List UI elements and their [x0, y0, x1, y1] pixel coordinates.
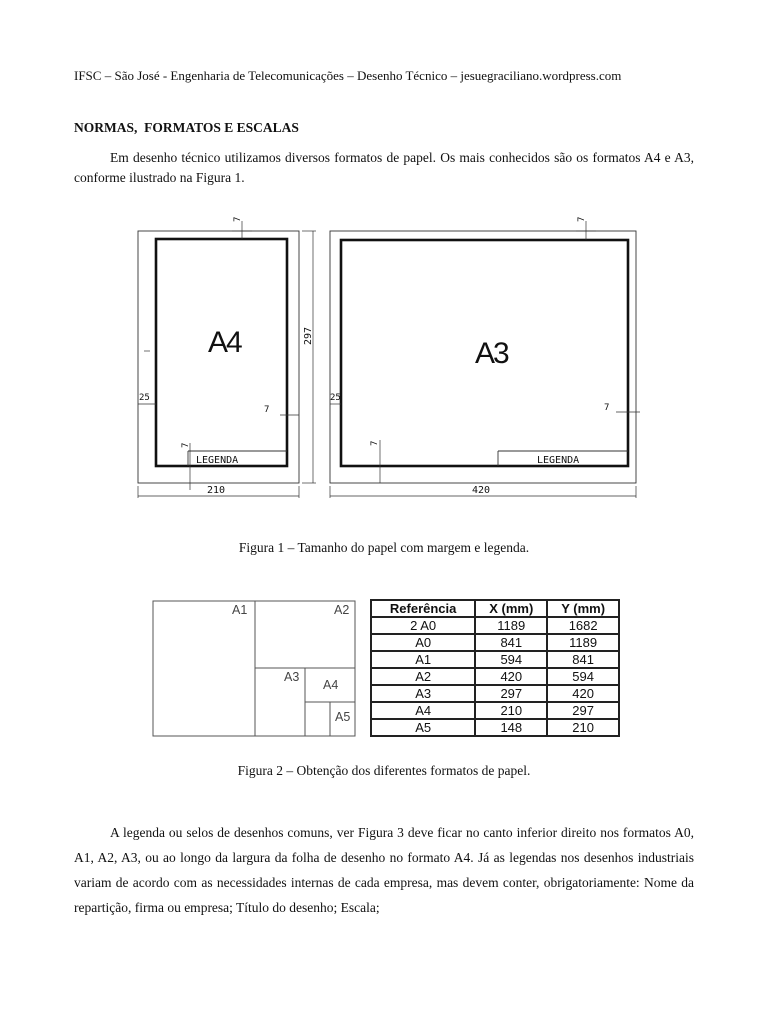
table-cell: 297 — [475, 685, 547, 702]
a3-label: A3 — [475, 337, 508, 370]
table-cell: 841 — [547, 651, 619, 668]
a4-legend-label: LEGENDA — [196, 455, 239, 466]
table-cell: 297 — [547, 702, 619, 719]
header-cell: X (mm) — [475, 600, 547, 617]
table-cell: 420 — [547, 685, 619, 702]
a4-right-margin-value: 7 — [264, 405, 270, 415]
table-cell: A2 — [371, 668, 475, 685]
page-header: IFSC – São José - Engenharia de Telecomunicações – Desenho Técnico – jesuegraciliano.wordpress.com — [74, 68, 622, 83]
table-cell: 594 — [547, 668, 619, 685]
table-row — [371, 685, 619, 702]
table-cell: 841 — [475, 634, 547, 651]
subdiv-a5-label: A5 — [335, 710, 351, 724]
subdiv-a4-label: A4 — [323, 678, 339, 692]
table-row — [371, 668, 619, 685]
table-cell: 210 — [547, 719, 619, 736]
a4-top-margin-value: 7 — [233, 216, 243, 222]
a3-margin-left-value: 25 — [330, 393, 341, 403]
table-cell: A3 — [371, 685, 475, 702]
table-cell: 1189 — [547, 634, 619, 651]
table-cell: 2 A0 — [371, 617, 475, 634]
table-header-row — [371, 600, 619, 617]
a3-right-margin-value: 7 — [604, 403, 610, 413]
section-title: NORMAS, FORMATOS E ESCALAS — [74, 120, 299, 135]
table-cell: 594 — [475, 651, 547, 668]
table-row — [371, 719, 619, 736]
a3-top-margin-value: 7 — [577, 216, 587, 222]
figure1-caption: Figura 1 – Tamanho do papel com margem e legenda. — [238, 540, 530, 555]
table-cell: A0 — [371, 634, 475, 651]
table-cell: 1682 — [547, 617, 619, 634]
table-row — [371, 617, 619, 634]
legend-paragraph: A legenda ou selos de desenhos comuns, ver Figura 3 deve ficar no canto inferior direito nos formatos A0, A1, A2, A3, ou ao longo da largura da folha de desenho no formato A4. Já as legendas nos desenhos industriais variam de acordo com as necessidades internas de cada empresa, mas devem conter, obrigatoriamente: Nome da repartição, firma ou empresa; Título do desenho; Escala; — [74, 825, 694, 915]
a4-height-value: 297 — [303, 326, 314, 345]
subdiv-a2-label: A2 — [334, 603, 350, 617]
table-row — [371, 702, 619, 719]
header-cell: Referência — [371, 600, 475, 617]
a4-bottom-margin-value: 7 — [181, 442, 191, 448]
a3-legend-label: LEGENDA — [537, 455, 580, 466]
a4-label: A4 — [208, 326, 241, 359]
figure2-caption: Figura 2 – Obtenção dos diferentes formatos de papel. — [237, 763, 531, 778]
paper-formats-table — [370, 599, 620, 737]
subdiv-a1-label: A1 — [232, 603, 248, 617]
table-cell: 1189 — [475, 617, 547, 634]
table-row — [371, 634, 619, 651]
subdiv-a3-label: A3 — [284, 670, 300, 684]
table-cell: 210 — [475, 702, 547, 719]
table-cell: 420 — [475, 668, 547, 685]
table-row — [371, 651, 619, 668]
table-cell: 148 — [475, 719, 547, 736]
table-cell: A4 — [371, 702, 475, 719]
table-cell: A1 — [371, 651, 475, 668]
a3-bottom-margin-value: 7 — [370, 440, 380, 446]
a4-margin-left-value: 25 — [139, 393, 150, 403]
a3-width-value: 420 — [472, 485, 491, 496]
header-cell: Y (mm) — [547, 600, 619, 617]
a4-width-value: 210 — [207, 485, 226, 496]
table-cell: A5 — [371, 719, 475, 736]
intro-paragraph: Em desenho técnico utilizamos diversos formatos de papel. Os mais conhecidos são os formatos A4 e A3, conforme ilustrado na Figura 1. — [74, 150, 694, 185]
